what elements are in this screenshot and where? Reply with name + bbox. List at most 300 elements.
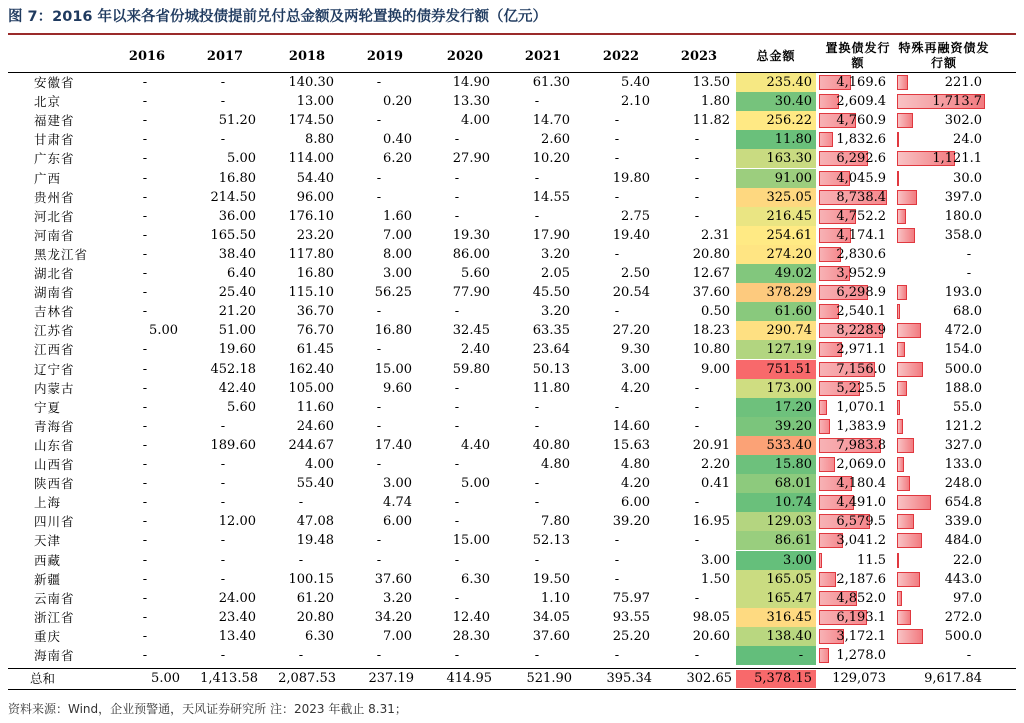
year-value: 10.20 xyxy=(532,151,570,167)
special-value: 472.0 xyxy=(944,323,982,339)
year-value: - xyxy=(454,132,460,148)
year-value: 174.50 xyxy=(288,113,334,129)
total-value: 216.45 xyxy=(766,208,812,224)
total-value: 256.22 xyxy=(766,113,812,129)
year-value: 61.20 xyxy=(296,590,334,606)
total-2016: 5.00 xyxy=(151,671,180,686)
year-value: 63.35 xyxy=(532,323,570,339)
year-value: - xyxy=(142,380,148,396)
table-row xyxy=(0,149,1024,168)
col-2018: 2018 xyxy=(288,48,326,64)
year-value: - xyxy=(534,552,540,568)
year-value: 4.80 xyxy=(541,457,570,472)
swap-value: 1,832.6 xyxy=(836,132,886,148)
year-value: - xyxy=(220,648,226,663)
swap-value: 4,174.1 xyxy=(836,227,886,243)
special-value: - xyxy=(966,266,972,281)
year-value: - xyxy=(614,304,620,320)
year-value: 32.45 xyxy=(452,323,490,339)
swap-value: 7,156.0 xyxy=(836,361,886,377)
swap-value: 2,540.1 xyxy=(836,304,886,320)
table-row xyxy=(0,570,1024,589)
year-value: - xyxy=(142,628,148,644)
special-value: 1,713.7 xyxy=(932,94,982,110)
special-value: - xyxy=(966,648,972,663)
year-value: - xyxy=(220,75,226,90)
total-value: 30.40 xyxy=(774,94,812,110)
swap-value: 7,983.8 xyxy=(836,437,886,453)
year-value: 0.41 xyxy=(701,476,730,492)
province-name: 安徽省 xyxy=(34,75,75,90)
province-name: 山西省 xyxy=(34,457,75,472)
year-value: 9.60 xyxy=(383,380,412,396)
year-value: 5.40 xyxy=(621,75,650,90)
province-name: 浙江省 xyxy=(34,609,75,625)
swap-value: 2,971.1 xyxy=(836,342,886,358)
year-value: 4.80 xyxy=(621,457,650,472)
total-value: 61.60 xyxy=(774,304,812,320)
total-sum: 5,378.15 xyxy=(754,671,812,686)
year-value: 214.50 xyxy=(210,189,256,205)
year-value: 3.20 xyxy=(383,590,412,606)
province-name: 上海 xyxy=(34,495,62,511)
special-value: 443.0 xyxy=(944,571,982,587)
year-value: 34.05 xyxy=(532,609,570,625)
year-value: - xyxy=(142,113,148,129)
year-value: - xyxy=(454,590,460,606)
year-value: 3.20 xyxy=(541,304,570,320)
year-value: - xyxy=(298,552,304,568)
total-value: 173.00 xyxy=(766,380,812,396)
year-value: 244.67 xyxy=(288,437,334,453)
year-value: 16.95 xyxy=(692,514,730,530)
swap-value: 1,278.0 xyxy=(836,648,886,663)
year-value: 13.30 xyxy=(452,94,490,110)
col-2017: 2017 xyxy=(206,48,244,64)
year-value: 10.80 xyxy=(692,342,730,358)
year-value: - xyxy=(614,132,620,148)
special-value: 193.0 xyxy=(944,285,982,301)
source-note: 资料来源：Wind，企业预警通，天风证券研究所 注：2023 年截止 8.31； xyxy=(8,702,407,716)
total-value: 10.74 xyxy=(774,495,812,511)
year-value: - xyxy=(694,151,700,167)
year-value: - xyxy=(142,75,148,90)
year-value: 452.18 xyxy=(210,361,256,377)
year-value: - xyxy=(142,571,148,587)
year-value: 13.50 xyxy=(692,75,730,90)
table-row xyxy=(0,398,1024,417)
total-value: 86.61 xyxy=(774,533,812,549)
swap-value: 6,298.9 xyxy=(836,285,886,301)
year-value: - xyxy=(454,514,460,530)
year-value: 16.80 xyxy=(296,266,334,281)
year-value: 100.15 xyxy=(288,571,334,587)
special-value: 30.0 xyxy=(953,170,982,186)
table-row xyxy=(0,455,1024,474)
year-value: - xyxy=(142,227,148,243)
province-name: 广西 xyxy=(34,170,62,186)
year-value: - xyxy=(142,189,148,205)
table-header xyxy=(0,40,1024,72)
province-name: 江苏省 xyxy=(34,323,75,339)
year-value: - xyxy=(142,170,148,186)
total-2017: 1,413.58 xyxy=(200,671,258,686)
special-value: 24.0 xyxy=(953,132,982,148)
year-value: - xyxy=(694,132,700,148)
year-value: - xyxy=(298,648,304,663)
year-value: 75.97 xyxy=(612,590,650,606)
year-value: 3.00 xyxy=(701,552,730,568)
year-value: 140.30 xyxy=(288,75,334,90)
year-value: - xyxy=(142,514,148,530)
year-value: - xyxy=(142,304,148,320)
total-value: 49.02 xyxy=(774,266,812,281)
total-value: 165.05 xyxy=(766,571,812,587)
total-value: 316.45 xyxy=(766,609,812,625)
province-name: 海南省 xyxy=(34,648,75,663)
year-value: 117.80 xyxy=(288,246,334,262)
special-value: 188.0 xyxy=(944,380,982,396)
province-name: 陕西省 xyxy=(34,476,75,492)
year-value: 0.20 xyxy=(383,94,412,110)
year-value: 27.20 xyxy=(612,323,650,339)
year-value: - xyxy=(534,94,540,110)
special-value: 97.0 xyxy=(953,590,982,606)
year-value: - xyxy=(220,552,226,568)
swap-value: 5,225.5 xyxy=(836,380,886,396)
special-value: 500.0 xyxy=(944,628,982,644)
total-2021: 521.90 xyxy=(526,671,572,686)
total-label: 总和 xyxy=(30,671,56,686)
year-value: 6.00 xyxy=(621,495,650,511)
total-value: 11.80 xyxy=(774,132,812,148)
year-value: 21.20 xyxy=(218,304,256,320)
year-value: 1.50 xyxy=(701,571,730,587)
year-value: - xyxy=(142,208,148,224)
table-row xyxy=(0,493,1024,512)
year-value: - xyxy=(376,552,382,568)
year-value: - xyxy=(454,304,460,320)
year-value: - xyxy=(142,342,148,358)
year-value: - xyxy=(220,533,226,549)
year-value: - xyxy=(614,552,620,568)
swap-value: 2,187.6 xyxy=(836,571,886,587)
table-row xyxy=(0,474,1024,493)
special-value: 221.0 xyxy=(944,75,982,90)
year-value: 1.10 xyxy=(541,590,570,606)
year-value: 7.00 xyxy=(383,227,412,243)
year-value: 86.00 xyxy=(452,246,490,262)
year-value: - xyxy=(534,170,540,186)
table-row xyxy=(0,379,1024,398)
swap-value: 4,180.4 xyxy=(836,476,886,492)
swap-value: 2,609.4 xyxy=(836,94,886,110)
year-value: - xyxy=(220,132,226,148)
year-value: - xyxy=(376,418,382,434)
special-value: 500.0 xyxy=(944,361,982,377)
special-value: 133.0 xyxy=(944,457,982,472)
year-value: - xyxy=(454,208,460,224)
total-2023: 302.65 xyxy=(686,671,732,686)
table-row xyxy=(0,436,1024,455)
year-value: - xyxy=(376,304,382,320)
table-row xyxy=(0,627,1024,646)
table-row xyxy=(0,207,1024,226)
year-value: 20.60 xyxy=(692,628,730,644)
year-value: - xyxy=(454,457,460,472)
year-value: - xyxy=(694,533,700,549)
year-value: - xyxy=(142,285,148,301)
year-value: 4.20 xyxy=(621,380,650,396)
year-value: 5.00 xyxy=(461,476,490,492)
col-special: 特殊再融资债发行额 xyxy=(898,41,990,70)
total-2022: 395.34 xyxy=(606,671,652,686)
province-name: 内蒙古 xyxy=(34,380,75,396)
year-value: 96.00 xyxy=(296,189,334,205)
year-value: - xyxy=(694,189,700,205)
year-value: 27.90 xyxy=(452,151,490,167)
year-value: 36.00 xyxy=(218,208,256,224)
total-value: 68.01 xyxy=(774,476,812,492)
special-value: 22.0 xyxy=(953,552,982,568)
year-value: 6.30 xyxy=(461,571,490,587)
total-value: 91.00 xyxy=(774,170,812,186)
year-value: - xyxy=(614,246,620,262)
year-value: 3.00 xyxy=(621,361,650,377)
province-name: 天津 xyxy=(34,533,62,549)
year-value: - xyxy=(220,571,226,587)
year-value: 4.00 xyxy=(461,113,490,129)
province-name: 青海省 xyxy=(34,418,75,434)
special-value: 68.0 xyxy=(953,304,982,320)
total-value: 138.40 xyxy=(766,628,812,644)
year-value: - xyxy=(614,113,620,129)
province-name: 北京 xyxy=(34,94,62,110)
year-value: - xyxy=(376,113,382,129)
total-value: 254.61 xyxy=(766,227,812,243)
year-value: - xyxy=(376,457,382,472)
special-value: 154.0 xyxy=(944,342,982,358)
swap-value: 4,491.0 xyxy=(836,495,886,511)
year-value: 189.60 xyxy=(210,437,256,453)
year-value: 12.67 xyxy=(692,266,730,281)
table-row xyxy=(0,283,1024,302)
table-row xyxy=(0,646,1024,665)
year-value: 11.60 xyxy=(296,399,334,415)
year-value: 1.80 xyxy=(701,94,730,110)
year-value: 47.08 xyxy=(296,514,334,530)
table-row xyxy=(0,608,1024,627)
province-name: 吉林省 xyxy=(34,304,75,320)
year-value: 12.40 xyxy=(452,609,490,625)
year-value: - xyxy=(142,533,148,549)
swap-value: 3,172.1 xyxy=(836,628,886,644)
year-value: 165.50 xyxy=(210,227,256,243)
year-value: 2.40 xyxy=(461,342,490,358)
year-value: - xyxy=(454,552,460,568)
total-value: 751.51 xyxy=(766,361,812,377)
swap-value: 4,169.6 xyxy=(836,75,886,90)
special-value: 327.0 xyxy=(944,437,982,453)
year-value: - xyxy=(614,151,620,167)
year-value: - xyxy=(534,399,540,415)
year-value: 15.00 xyxy=(374,361,412,377)
year-value: 25.20 xyxy=(612,628,650,644)
year-value: 50.13 xyxy=(532,361,570,377)
total-value: 290.74 xyxy=(766,323,812,339)
year-value: 14.55 xyxy=(532,189,570,205)
year-value: 59.80 xyxy=(452,361,490,377)
year-value: 3.00 xyxy=(383,476,412,492)
special-value: 1,121.1 xyxy=(932,151,982,167)
special-value: 397.0 xyxy=(944,189,982,205)
table-row xyxy=(0,512,1024,531)
year-value: 5.60 xyxy=(227,399,256,415)
year-value: 4.40 xyxy=(461,437,490,453)
year-value: 6.30 xyxy=(305,628,334,644)
year-value: - xyxy=(142,132,148,148)
year-value: 13.00 xyxy=(296,94,334,110)
year-value: - xyxy=(142,151,148,167)
year-value: 61.30 xyxy=(532,75,570,90)
province-name: 江西省 xyxy=(34,342,75,358)
year-value: - xyxy=(614,571,620,587)
table-row xyxy=(0,321,1024,340)
year-value: 9.30 xyxy=(621,342,650,358)
year-value: - xyxy=(694,380,700,396)
swap-value: 6,193.1 xyxy=(836,609,886,625)
total-value: 3.00 xyxy=(783,552,812,568)
year-value: - xyxy=(376,533,382,549)
year-value: 20.91 xyxy=(692,437,730,453)
special-value: 55.0 xyxy=(953,399,982,415)
year-value: 23.20 xyxy=(296,227,334,243)
year-value: 11.80 xyxy=(532,380,570,396)
table-row xyxy=(0,130,1024,149)
year-value: - xyxy=(142,399,148,415)
year-value: 4.74 xyxy=(383,495,412,511)
year-value: 5.60 xyxy=(461,266,490,281)
year-value: - xyxy=(142,94,148,110)
year-value: 20.80 xyxy=(296,609,334,625)
total-value: 127.19 xyxy=(766,342,812,358)
year-value: 114.00 xyxy=(288,151,334,167)
year-value: - xyxy=(534,495,540,511)
year-value: 6.00 xyxy=(383,514,412,530)
year-value: 23.40 xyxy=(218,609,256,625)
year-value: 14.60 xyxy=(612,418,650,434)
swap-value: 4,852.0 xyxy=(836,590,886,606)
total-value: 235.40 xyxy=(766,75,812,90)
total-value: 17.20 xyxy=(774,399,812,415)
table-row xyxy=(0,245,1024,264)
year-value: - xyxy=(534,476,540,492)
total-value: 165.47 xyxy=(766,590,812,606)
year-value: - xyxy=(454,380,460,396)
year-value: 28.30 xyxy=(452,628,490,644)
col-2021: 2021 xyxy=(524,48,562,64)
year-value: - xyxy=(694,418,700,434)
col-2022: 2022 xyxy=(602,48,640,64)
total-2020: 414.95 xyxy=(446,671,492,686)
year-value: 55.40 xyxy=(296,476,334,492)
swap-value: 11.5 xyxy=(857,552,886,568)
total-value: 378.29 xyxy=(766,285,812,301)
year-value: 40.80 xyxy=(532,437,570,453)
year-value: - xyxy=(376,189,382,205)
table-row xyxy=(0,551,1024,570)
year-value: - xyxy=(454,648,460,663)
year-value: 105.00 xyxy=(288,380,334,396)
year-value: - xyxy=(142,266,148,281)
year-value: - xyxy=(376,648,382,663)
year-value: - xyxy=(220,94,226,110)
year-value: 51.20 xyxy=(218,113,256,129)
year-value: 2.60 xyxy=(541,132,570,148)
year-value: - xyxy=(454,189,460,205)
swap-value: 4,045.9 xyxy=(836,170,886,186)
year-value: - xyxy=(220,457,226,472)
year-value: 17.40 xyxy=(374,437,412,453)
year-value: 1.60 xyxy=(383,208,412,224)
col-2020: 2020 xyxy=(446,48,484,64)
total-value: 163.30 xyxy=(766,151,812,167)
total-row xyxy=(0,670,1024,688)
province-name: 河南省 xyxy=(34,227,75,243)
province-name: 山东省 xyxy=(34,437,75,453)
col-swap: 置换债发行额 xyxy=(825,41,891,70)
province-name: 甘肃省 xyxy=(34,132,75,148)
year-value: 36.70 xyxy=(296,304,334,320)
year-value: - xyxy=(142,476,148,492)
table-row xyxy=(0,111,1024,130)
swap-value: 1,383.9 xyxy=(836,418,886,434)
year-value: 8.00 xyxy=(383,246,412,262)
special-value: 248.0 xyxy=(944,476,982,492)
year-value: - xyxy=(142,437,148,453)
total-value: 39.20 xyxy=(774,418,812,434)
year-value: - xyxy=(614,399,620,415)
year-value: 15.63 xyxy=(612,437,650,453)
year-value: - xyxy=(376,170,382,186)
swap-value: 2,830.6 xyxy=(836,246,886,262)
year-value: 52.13 xyxy=(532,533,570,549)
year-value: - xyxy=(220,476,226,492)
year-value: - xyxy=(142,609,148,625)
year-value: - xyxy=(142,552,148,568)
province-name: 新疆 xyxy=(34,571,62,587)
province-name: 四川省 xyxy=(34,514,75,530)
special-value: 484.0 xyxy=(944,533,982,549)
swap-value: 4,752.2 xyxy=(836,208,886,224)
table-row xyxy=(0,92,1024,111)
year-value: 20.80 xyxy=(692,246,730,262)
year-value: - xyxy=(454,170,460,186)
year-value: 34.20 xyxy=(374,609,412,625)
year-value: 77.90 xyxy=(452,285,490,301)
year-value: - xyxy=(298,495,304,511)
total-value: 533.40 xyxy=(766,437,812,453)
year-value: 14.70 xyxy=(532,113,570,129)
province-name: 福建省 xyxy=(34,113,75,129)
year-value: 5.00 xyxy=(227,151,256,167)
year-value: 37.60 xyxy=(374,571,412,587)
year-value: - xyxy=(142,457,148,472)
table-row xyxy=(0,417,1024,436)
year-value: - xyxy=(694,648,700,663)
year-value: 8.80 xyxy=(305,132,334,148)
swap-value: 6,292.6 xyxy=(836,151,886,167)
